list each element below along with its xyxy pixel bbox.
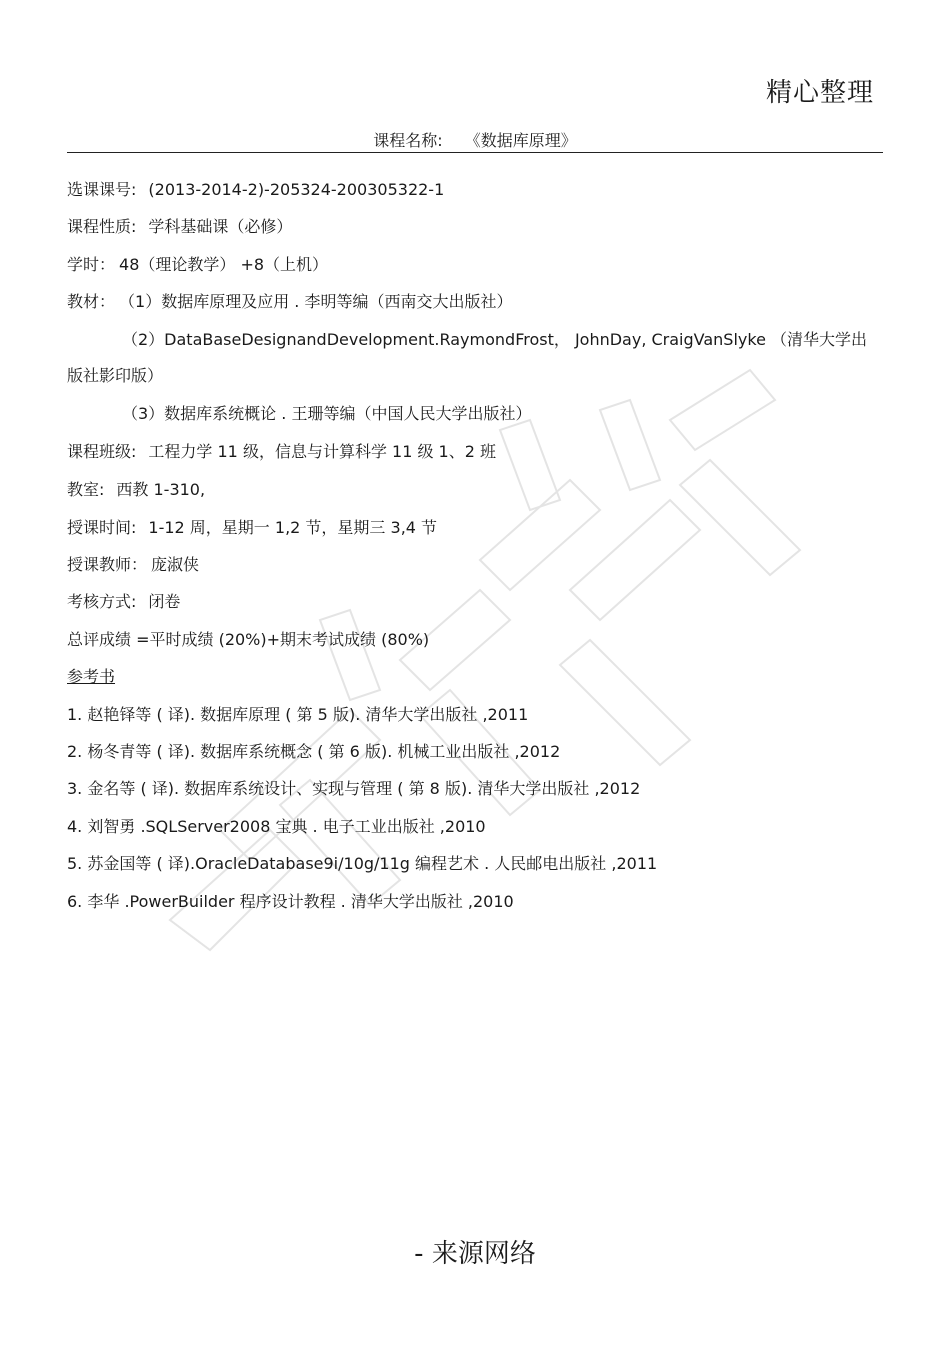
reference-item: 1. 赵艳铎等 ( 译). 数据库原理 ( 第 5 版). 清华大学出版社 ,2011 [67,705,529,724]
course-hours-label: 学时： [67,255,116,274]
course-nature-label: 课程性质: [67,217,137,236]
schedule-label: 授课时间: [67,518,137,537]
textbook-1: （1）数据库原理及应用 . 李明等编（西南交大出版社） [119,292,513,311]
schedule-row [67,518,437,538]
classroom-label: 教室: [67,480,105,499]
exam-value: 闭卷 [148,592,181,611]
course-nature-row [67,217,292,237]
course-code-row [67,180,444,200]
textbook-label: 教材： [67,292,116,311]
reference-item: 6. 李华 .PowerBuilder 程序设计教程 . 清华大学出版社 ,2010 [67,892,514,911]
header-title: 精心整理 [765,78,874,108]
reference-item: 2. 杨冬青等 ( 译). 数据库系统概念 ( 第 6 版). 机械工业出版社 ,2012 [67,742,561,761]
textbook-3: （3）数据库系统概论 . 王珊等编（中国人民大学出版社） [122,404,532,423]
classroom-row [67,480,205,500]
references-heading: 参考书 [67,667,116,686]
exam-row [67,592,180,612]
schedule-value: 1-12 周，星期一 1,2 节，星期三 3,4 节 [148,518,438,537]
textbook-row-1 [67,292,512,312]
course-hours-row [67,255,328,275]
course-code-label: 选课课号: [67,180,137,199]
header-divider [67,152,883,153]
course-class-value: 工程力学 11 级，信息与计算科学 11 级 1、2 班 [148,442,497,461]
teacher-row [67,555,199,575]
teacher-label: 授课教师： [67,555,148,574]
reference-item: 3. 金名等 ( 译). 数据库系统设计、实现与管理 ( 第 8 版). 清华大学出版社 ,2012 [67,779,641,798]
course-class-row [67,442,496,462]
course-hours-value: 48（理论教学） +8（上机） [119,255,329,274]
grade-formula: 总评成绩 =平时成绩 (20%)+期末考试成绩 (80%) [67,630,430,649]
course-name: 《数据库原理》 [464,131,577,150]
course-class-label: 课程班级: [67,442,137,461]
classroom-value: 西教 1-310, [116,480,206,499]
course-title-line [0,128,950,151]
footer-source: - 来源网络 [414,1239,536,1269]
reference-item: 4. 刘智勇 .SQLServer2008 宝典 . 电子工业出版社 ,2010 [67,817,486,836]
textbook-2: （2）DataBaseDesignandDevelopment.RaymondFrost， JohnDay, CraigVanSlyke （清华大学出版社影印版） [67,330,868,385]
exam-label: 考核方式: [67,592,137,611]
reference-item: 5. 苏金国等 ( 译).OracleDatabase9i/10g/11g 编程艺术 . 人民邮电出版社 ,2011 [67,854,658,873]
course-code-value: (2013-2014-2)-205324-200305322-1 [148,180,445,199]
course-nature-value: 学科基础课（必修） [148,217,293,236]
references-heading-row [67,667,123,687]
teacher-value: 庞淑侠 [151,555,200,574]
course-name-label: 课程名称: [373,131,443,150]
